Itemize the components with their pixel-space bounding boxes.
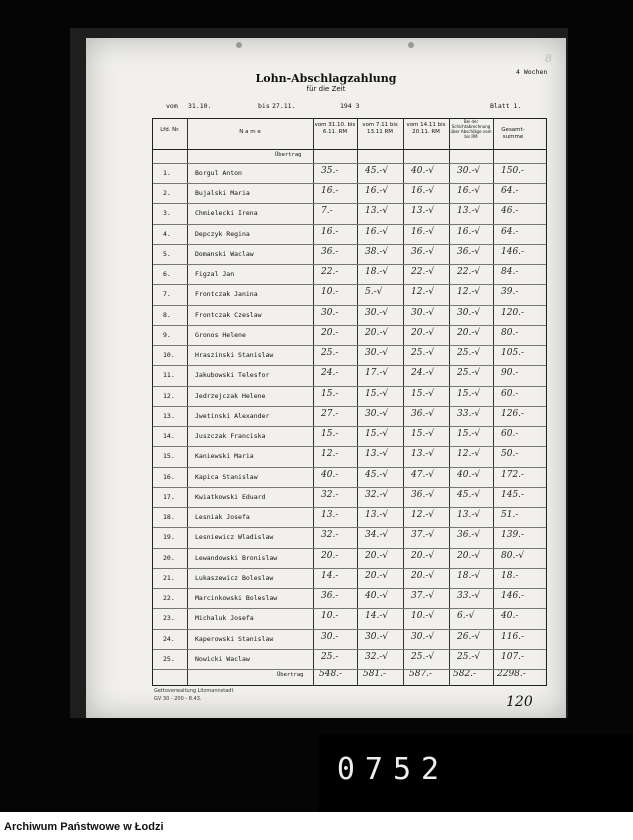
amount-week3: 47.-√ xyxy=(411,469,435,480)
employee-name: Jedrzejczak Helene xyxy=(195,391,266,400)
row-number: 8. xyxy=(163,310,171,319)
payroll-sheet xyxy=(86,38,566,718)
amount-week1: 10.- xyxy=(321,611,339,622)
row-number: 17. xyxy=(163,492,175,501)
amount-week1: 25.- xyxy=(321,348,339,359)
amount-week1: 14.- xyxy=(321,570,339,581)
amount-week2: 30.-√ xyxy=(365,307,389,318)
amount-week2: 20.-√ xyxy=(365,327,389,338)
employee-name: Chmielecki Irena xyxy=(195,209,258,218)
sheet-number: Blatt 1. xyxy=(490,102,522,110)
amount-week3: 20.-√ xyxy=(411,327,435,338)
amount-week2: 14.-√ xyxy=(365,611,389,622)
amount-week1: 10.- xyxy=(321,287,339,298)
employee-name: Kaniewski Maria xyxy=(195,452,254,461)
employee-name: Borgul Anton xyxy=(195,169,242,177)
year: 194 3 xyxy=(340,102,360,110)
row-divider xyxy=(153,203,546,204)
row-divider xyxy=(153,284,546,285)
amount-week4: 18.-√ xyxy=(457,570,481,581)
amount-total: 150.- xyxy=(501,166,525,176)
margin-number: 8 xyxy=(545,52,552,65)
amount-week1: 7.- xyxy=(321,206,333,217)
column-header-name: N a m e xyxy=(239,129,261,135)
employee-name: Depczyk Regina xyxy=(195,229,250,238)
amount-total: 105.- xyxy=(501,348,525,359)
employee-name: Hraszinski Stanislaw xyxy=(195,351,274,360)
amount-week4: 15.-√ xyxy=(457,429,481,440)
amount-total: 60.- xyxy=(501,429,519,440)
amount-week4: 25.-√ xyxy=(457,368,481,379)
employee-name: Lesniak Josefa xyxy=(195,513,250,522)
row-number: 11. xyxy=(163,371,175,380)
employee-name: Jakubowski Telesfor xyxy=(195,371,270,380)
column-header-week3: vom 14.11 bis 20.11. RM xyxy=(406,122,446,135)
column-header-week2: vom 7.11 bis 13.11 RM xyxy=(362,122,398,135)
row-divider xyxy=(153,365,546,366)
employee-name: Lukaszewicz Boleslaw xyxy=(195,573,274,582)
amount-week4: 25.-√ xyxy=(457,651,481,662)
amount-week1: 30.- xyxy=(321,631,339,642)
amount-total: 40.- xyxy=(501,611,519,622)
row-number: 18. xyxy=(163,513,175,522)
period-from: 31.10. xyxy=(188,102,212,110)
amount-total: 84.- xyxy=(501,267,519,278)
amount-week4: 36.-√ xyxy=(457,530,481,541)
row-number: 14. xyxy=(163,432,175,441)
employee-name: Kapica Stanislaw xyxy=(195,472,258,481)
carry-out-label: Übertrag xyxy=(277,672,304,678)
amount-week1: 15.- xyxy=(321,388,339,399)
row-divider xyxy=(153,386,546,387)
amount-week2: 30.-√ xyxy=(365,348,389,359)
total-week1: 548.- xyxy=(319,669,343,679)
amount-week2: 16.-√ xyxy=(365,186,389,197)
amount-total: 50.- xyxy=(501,449,519,460)
amount-week1: 15.- xyxy=(321,429,339,440)
amount-total: 46.- xyxy=(501,206,519,217)
grand-total: 2298.- xyxy=(497,669,526,679)
amount-week2: 20.-√ xyxy=(365,550,389,561)
amount-week4: 12.-√ xyxy=(457,449,481,460)
amount-week1: 32.- xyxy=(321,530,339,541)
column-header-week4: Bei der Schichtabrechnung über Abschläge vom bis RM xyxy=(450,119,492,139)
total-week4: 582.- xyxy=(453,669,477,679)
row-number: 20. xyxy=(163,553,175,562)
period-from-label: vom xyxy=(166,102,178,110)
amount-week4: 20.-√ xyxy=(457,327,481,338)
period-to-label: bis xyxy=(258,102,270,110)
row-divider xyxy=(153,406,546,407)
employee-name: Figzal Jan xyxy=(195,270,235,279)
row-divider xyxy=(153,244,546,245)
row-divider xyxy=(153,507,546,508)
row-number: 22. xyxy=(163,594,175,603)
amount-week4: 6.-√ xyxy=(457,611,475,622)
amount-week4: 22.-√ xyxy=(457,267,481,278)
punch-hole xyxy=(236,42,242,48)
amount-week3: 16.-√ xyxy=(411,226,435,237)
employee-name: Frontczak Janina xyxy=(195,290,258,299)
row-number: 19. xyxy=(163,533,175,542)
employee-name: Lewandowski Bronislaw xyxy=(195,553,278,562)
amount-week3: 12.-√ xyxy=(411,510,435,521)
punch-hole xyxy=(408,42,414,48)
amount-week2: 13.-√ xyxy=(365,206,389,217)
amount-total: 64.- xyxy=(501,226,519,237)
amount-week2: 30.-√ xyxy=(365,631,389,642)
row-number: 7. xyxy=(163,290,171,299)
amount-week2: 30.-√ xyxy=(365,408,389,419)
amount-week1: 24.- xyxy=(321,368,339,379)
amount-week1: 16.- xyxy=(321,226,339,237)
amount-total: 146.- xyxy=(501,591,525,602)
row-number: 16. xyxy=(163,472,175,481)
amount-total: 51.- xyxy=(501,510,519,521)
amount-week4: 16.-√ xyxy=(457,226,481,237)
row-number: 13. xyxy=(163,411,175,420)
amount-week1: 25.- xyxy=(321,651,339,662)
print-note-1: Gettoverwaltung Litzmannstadt xyxy=(154,688,234,694)
employee-name: Kaperowski Stanislaw xyxy=(195,634,274,643)
amount-week1: 20.- xyxy=(321,327,339,338)
amount-week3: 20.-√ xyxy=(411,550,435,561)
employee-name: Nowicki Waclaw xyxy=(195,654,250,663)
amount-week3: 13.-√ xyxy=(411,449,435,460)
amount-week1: 40.- xyxy=(321,469,339,480)
handwritten-page-number: 120 xyxy=(506,694,533,710)
amount-week2: 18.-√ xyxy=(365,267,389,278)
row-divider xyxy=(153,608,546,609)
payroll-table xyxy=(152,118,547,686)
row-divider xyxy=(153,305,546,306)
amount-total: 172.- xyxy=(501,469,525,480)
amount-week3: 24.-√ xyxy=(411,368,435,379)
row-divider xyxy=(153,325,546,326)
row-number: 1. xyxy=(163,169,171,177)
row-divider xyxy=(153,345,546,346)
row-divider xyxy=(153,446,546,447)
archive-name: Archiwum Państwowe w Łodzi xyxy=(4,821,164,833)
amount-total: 80.-√ xyxy=(501,550,525,561)
amount-week4: 33.-√ xyxy=(457,591,481,602)
print-note-2: GV 30 - 200 - 8.43. xyxy=(154,696,202,702)
row-number: 2. xyxy=(163,189,171,198)
amount-total: 120.- xyxy=(501,307,525,318)
archive-number: 0752 xyxy=(336,752,450,787)
footer xyxy=(0,812,633,840)
amount-week3: 10.-√ xyxy=(411,611,435,622)
amount-total: 39.- xyxy=(501,287,519,298)
employee-name: Juszczak Franciska xyxy=(195,432,266,441)
row-divider xyxy=(153,264,546,265)
amount-week3: 25.-√ xyxy=(411,651,435,662)
amount-week1: 13.- xyxy=(321,510,339,521)
document-subtitle: für die Zeit xyxy=(306,85,346,93)
row-divider xyxy=(153,649,546,650)
amount-week4: 33.-√ xyxy=(457,408,481,419)
employee-name: Michaluk Josefa xyxy=(195,614,254,623)
row-number: 21. xyxy=(163,573,175,582)
archive-number-band xyxy=(318,734,633,812)
employee-name: Domanski Waclaw xyxy=(195,249,254,258)
row-number: 25. xyxy=(163,654,175,663)
amount-week2: 5.-√ xyxy=(365,287,383,298)
amount-week1: 30.- xyxy=(321,307,339,318)
amount-week1: 27.- xyxy=(321,408,339,419)
row-number: 23. xyxy=(163,614,175,623)
column-header-total: Gesamt-summe xyxy=(501,127,525,140)
amount-week2: 40.-√ xyxy=(365,591,389,602)
total-week3: 587.- xyxy=(409,669,433,679)
amount-total: 139.- xyxy=(501,530,525,541)
row-number: 9. xyxy=(163,330,171,339)
row-number: 12. xyxy=(163,391,175,400)
amount-week4: 30.-√ xyxy=(457,166,481,176)
amount-week2: 13.-√ xyxy=(365,449,389,460)
column-header-week1: vom 31.10. bis 6.11. RM xyxy=(314,122,356,135)
employee-name: Frontczak Czeslaw xyxy=(195,310,262,319)
row-number: 15. xyxy=(163,452,175,461)
total-week2: 581.- xyxy=(363,669,387,679)
row-divider xyxy=(153,183,546,184)
amount-week3: 37.-√ xyxy=(411,591,435,602)
column-header-lfd: Lfd. Nr. xyxy=(160,127,180,133)
amount-week3: 36.-√ xyxy=(411,408,435,419)
amount-total: 146.- xyxy=(501,246,525,257)
amount-week1: 36.- xyxy=(321,591,339,602)
amount-week3: 15.-√ xyxy=(411,388,435,399)
row-divider xyxy=(153,629,546,630)
amount-week4: 40.-√ xyxy=(457,469,481,480)
amount-week4: 26.-√ xyxy=(457,631,481,642)
row-divider xyxy=(153,669,546,670)
amount-week3: 16.-√ xyxy=(411,186,435,197)
amount-week2: 38.-√ xyxy=(365,246,389,257)
document-title: Lohn-Abschlagzahlung xyxy=(255,72,397,85)
amount-week2: 20.-√ xyxy=(365,570,389,581)
amount-week3: 40.-√ xyxy=(411,166,435,176)
amount-week2: 15.-√ xyxy=(365,388,389,399)
amount-week1: 36.- xyxy=(321,246,339,257)
amount-week4: 12.-√ xyxy=(457,287,481,298)
period-to: 27.11. xyxy=(272,102,296,110)
amount-total: 145.- xyxy=(501,489,525,500)
amount-week4: 25.-√ xyxy=(457,348,481,359)
row-number: 10. xyxy=(163,351,175,360)
amount-week1: 12.- xyxy=(321,449,339,460)
amount-week4: 20.-√ xyxy=(457,550,481,561)
amount-total: 116.- xyxy=(501,631,525,642)
employee-name: Kwiatkowski Eduard xyxy=(195,492,266,501)
row-divider xyxy=(153,426,546,427)
employee-name: Lesniewicz Wladislaw xyxy=(195,533,274,542)
amount-week3: 25.-√ xyxy=(411,348,435,359)
amount-week2: 32.-√ xyxy=(365,489,389,500)
amount-week3: 15.-√ xyxy=(411,429,435,440)
row-number: 4. xyxy=(163,229,171,238)
amount-week1: 22.- xyxy=(321,267,339,278)
amount-week4: 15.-√ xyxy=(457,388,481,399)
amount-week2: 13.-√ xyxy=(365,510,389,521)
amount-week3: 20.-√ xyxy=(411,570,435,581)
amount-total: 107.- xyxy=(501,651,525,662)
amount-total: 64.- xyxy=(501,186,519,197)
amount-week1: 16.- xyxy=(321,186,339,197)
row-divider xyxy=(153,548,546,549)
amount-week1: 35.- xyxy=(321,166,339,176)
amount-week3: 13.-√ xyxy=(411,206,435,217)
row-divider xyxy=(153,588,546,589)
amount-week3: 36.-√ xyxy=(411,489,435,500)
row-divider xyxy=(153,527,546,528)
amount-total: 60.- xyxy=(501,388,519,399)
row-divider xyxy=(153,467,546,468)
amount-week4: 13.-√ xyxy=(457,510,481,521)
amount-week3: 22.-√ xyxy=(411,267,435,278)
amount-total: 90.- xyxy=(501,368,519,379)
row-divider xyxy=(153,487,546,488)
amount-week3: 36.-√ xyxy=(411,246,435,257)
amount-week2: 16.-√ xyxy=(365,226,389,237)
amount-week3: 37.-√ xyxy=(411,530,435,541)
amount-week3: 30.-√ xyxy=(411,631,435,642)
amount-week2: 34.-√ xyxy=(365,530,389,541)
amount-week2: 45.-√ xyxy=(365,166,389,176)
row-number: 6. xyxy=(163,270,171,279)
amount-week2: 32.-√ xyxy=(365,651,389,662)
employee-name: Marcinkowski Boleslaw xyxy=(195,594,278,603)
amount-week2: 45.-√ xyxy=(365,469,389,480)
amount-week4: 36.-√ xyxy=(457,246,481,257)
amount-total: 80.- xyxy=(501,327,519,338)
row-number: 24. xyxy=(163,634,175,643)
amount-total: 126.- xyxy=(501,408,525,419)
amount-total: 18.- xyxy=(501,570,519,581)
amount-week4: 13.-√ xyxy=(457,206,481,217)
amount-week3: 12.-√ xyxy=(411,287,435,298)
amount-week1: 32.- xyxy=(321,489,339,500)
employee-name: Gronos Helene xyxy=(195,330,246,339)
row-number: 3. xyxy=(163,209,171,218)
amount-week3: 30.-√ xyxy=(411,307,435,318)
row-divider xyxy=(153,568,546,569)
row-divider xyxy=(153,224,546,225)
employee-name: Bujalski Maria xyxy=(195,189,250,198)
amount-week4: 16.-√ xyxy=(457,186,481,197)
carry-in-label: Übertrag xyxy=(275,152,302,158)
amount-week2: 17.-√ xyxy=(365,368,389,379)
row-number: 5. xyxy=(163,249,171,258)
amount-week1: 20.- xyxy=(321,550,339,561)
amount-week4: 30.-√ xyxy=(457,307,481,318)
weeks-label: 4 Wochen xyxy=(516,68,548,76)
amount-week4: 45.-√ xyxy=(457,489,481,500)
employee-name: Jwetinski Alexander xyxy=(195,411,270,420)
amount-week2: 15.-√ xyxy=(365,429,389,440)
